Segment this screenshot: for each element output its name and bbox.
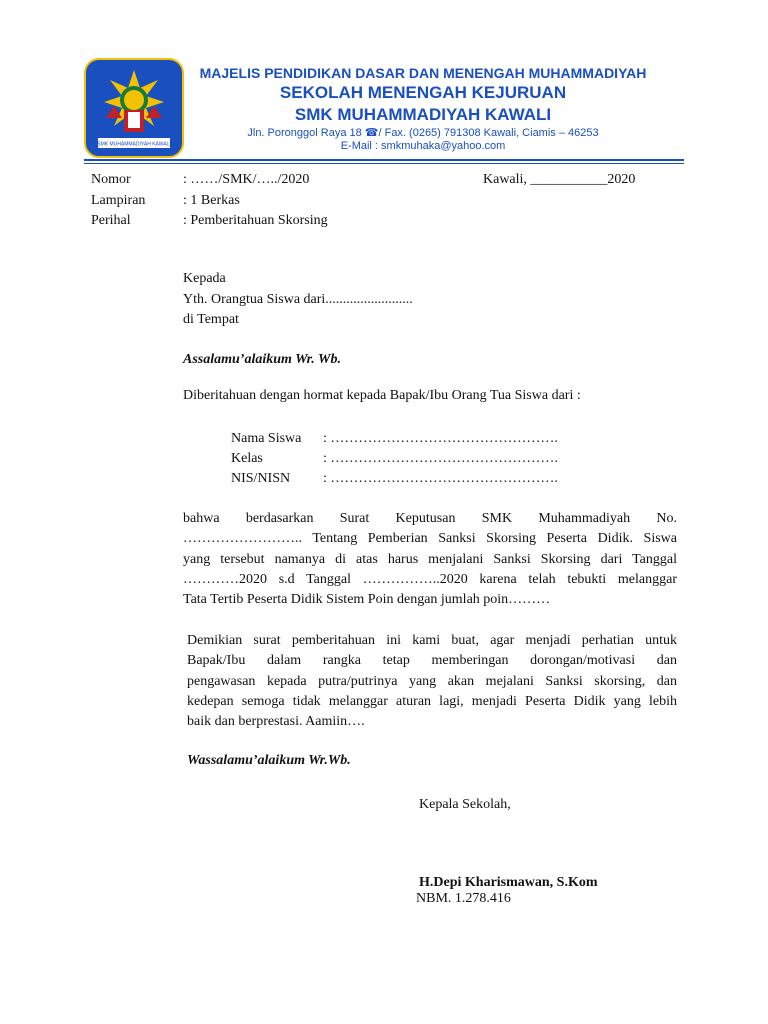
nomor-label: Nomor [91,172,131,187]
nomor-value: : ……/SMK/…../2020 [183,172,310,187]
body2-line5: baik dan berprestasi. Aamiin…. [187,714,365,729]
signature-position: Kepala Sekolah, [419,797,511,812]
body1-line5: Tata Tertib Peserta Didik Sistem Poin dengan jumlah poin……… [183,592,551,607]
recipient-tempat: di Tempat [183,312,239,327]
signature-nbm: NBM. 1.278.416 [416,891,511,906]
body1-line4: …………2020 s.d Tanggal ……………..2020 karena telah tebukti melanggar [183,572,677,587]
lampiran-value: : 1 Berkas [183,193,240,208]
nis-label: NIS/NISN [231,471,291,486]
body1-line2: …………………….. Tentang Pemberian Sanksi Skorsing Peserta Didik. Siswa [183,531,677,546]
body1-line1: bahwa berdasarkan Surat Keputusan SMK Muhammadiyah No. [183,511,677,526]
nis-value: : …………………………………………. [323,471,558,486]
nama-siswa-label: Nama Siswa [231,431,302,446]
nama-siswa-value: : …………………………………………. [323,431,558,446]
closing-greeting: Wassalamu’alaikum Wr.Wb. [187,753,351,768]
recipient-yth: Yth. Orangtua Siswa dari......................... [183,292,413,307]
body1-line3: yang tersebut namanya di atas harus menjalani Sanksi Skorsing dari Tanggal [183,552,677,567]
body2-line1: Demikian surat pemberitahuan ini kami buat, agar menjadi perhatian untuk [187,633,677,648]
perihal-label: Perihal [91,213,131,228]
body2-line2: Bapak/Ibu dalam rangka tetap memberingan dorongan/motivasi dan [187,653,677,668]
kop-email: E-Mail : smkmuhaka@yahoo.com [340,140,506,152]
place-date: Kawali, ___________2020 [483,172,636,187]
kop-school-name: SMK MUHAMMADIYAH KAWALI [294,105,552,124]
kop-school-type: SEKOLAH MENENGAH KEJURUAN [279,83,567,102]
greeting: Assalamu’alaikum Wr. Wb. [183,352,341,367]
kop-organization: MAJELIS PENDIDIKAN DASAR DAN MENENGAH MUHAMMADIYAH [199,65,647,81]
perihal-value: : Pemberitahuan Skorsing [183,213,328,228]
letterhead-divider-thin [84,163,684,164]
logo-text: SMK MUHAMMADIYAH KAWALI [97,141,171,148]
lampiran-label: Lampiran [91,193,146,208]
body2-line4: kedepan semoga tidak melanggar aturan lagi, menjadi Peserta Didik yang lebih [187,694,677,709]
body2-line3: pengawasan kepada putra/putrinya yang akan mejalani Sanksi skorsing, dan [187,674,677,689]
kelas-value: : …………………………………………. [323,451,558,466]
intro-text: Diberitahuan dengan hormat kepada Bapak/Ibu Orang Tua Siswa dari : [183,388,581,403]
kop-address: Jln. Poronggol Raya 18 ☎/ Fax. (0265) 791308 Kawali, Ciamis – 46253 [247,127,599,139]
signature-name: H.Depi Kharismawan, S.Kom [419,875,598,890]
recipient-kepada: Kepada [183,271,226,286]
kelas-label: Kelas [231,451,263,466]
letterhead-divider [84,159,684,161]
